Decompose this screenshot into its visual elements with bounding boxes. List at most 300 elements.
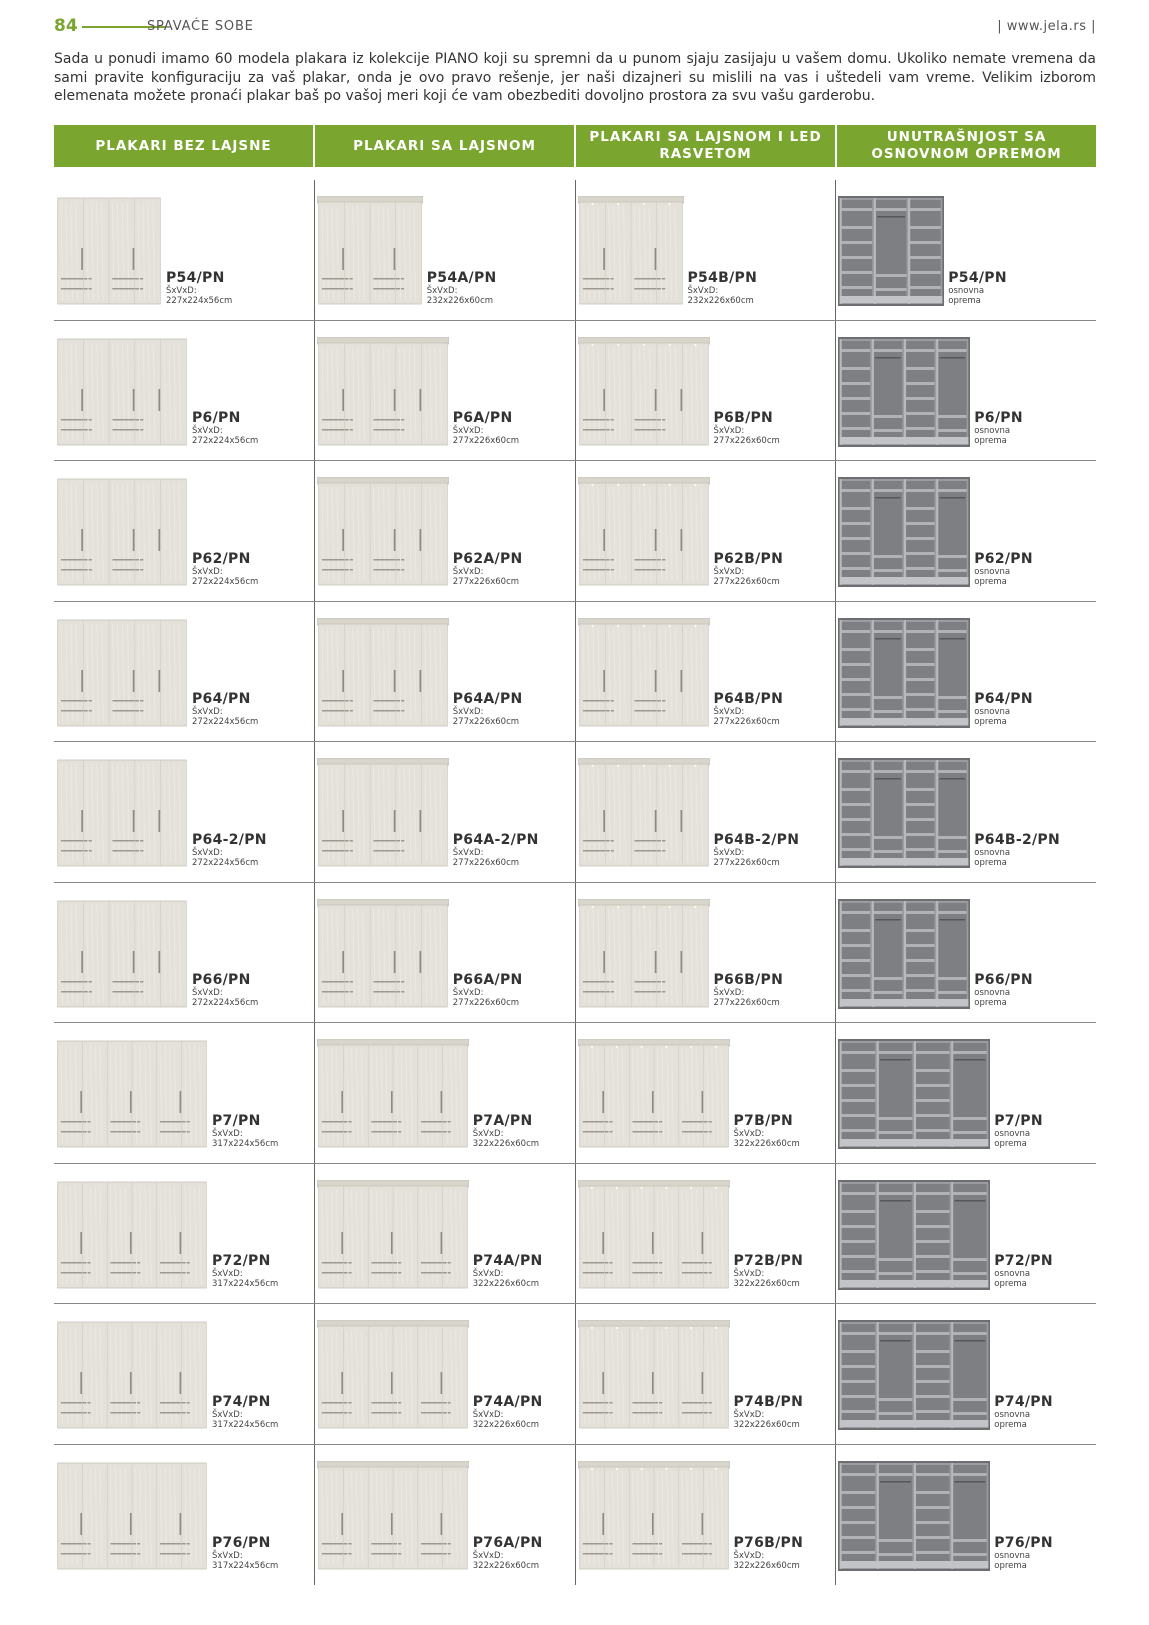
spec-value: 272x224x56cm — [192, 717, 259, 727]
wardrobe-thumbnail — [317, 758, 449, 868]
wardrobe-front-image — [317, 618, 449, 728]
wardrobe-thumbnail — [56, 196, 162, 306]
wardrobe-thumbnail — [317, 1320, 469, 1430]
table-row — [54, 1164, 1096, 1305]
model-name: P7/PN — [994, 1112, 1043, 1129]
model-name: P64B-2/PN — [974, 831, 1061, 848]
wardrobe-interior-image — [838, 1320, 990, 1430]
model-name: P64B/PN — [713, 691, 784, 707]
wardrobe-info — [714, 410, 780, 446]
wardrobe-front-image — [578, 1320, 730, 1430]
spec-value: 322x226x60cm — [472, 1138, 540, 1149]
spec-value: oprema — [994, 1561, 1027, 1571]
wardrobe-item[interactable] — [835, 180, 1096, 320]
wardrobe-info — [166, 270, 232, 306]
wardrobe-info — [994, 1113, 1043, 1149]
wardrobe-thumbnail — [838, 1461, 990, 1571]
model-name: P62B/PN — [713, 550, 784, 567]
table-row — [54, 602, 1096, 743]
spec-label: ŠxVxD: — [212, 1128, 243, 1139]
wardrobe-thumbnail — [317, 477, 449, 587]
wardrobe-item[interactable] — [575, 1023, 836, 1163]
spec-value: 322x226x60cm — [472, 1561, 540, 1571]
wardrobe-thumbnail — [317, 618, 449, 728]
wardrobe-info — [734, 1253, 804, 1289]
spec-value: 277x226x60cm — [452, 998, 520, 1008]
column-header: UNUTRAŠNJOST SA OSNOVNOM OPREMOM — [871, 129, 1062, 162]
table-row — [54, 180, 1096, 321]
spec-value: oprema — [948, 295, 981, 306]
table-row — [54, 742, 1096, 883]
spec-value: 322x226x60cm — [733, 1561, 800, 1571]
wardrobe-thumbnail — [578, 1039, 730, 1149]
spec-value: 322x226x60cm — [733, 1138, 800, 1149]
spec-value: 322x226x60cm — [733, 1279, 800, 1289]
spec-value: oprema — [994, 1138, 1027, 1149]
wardrobe-info — [974, 551, 1033, 587]
spec-label: ŠxVxD: — [733, 1551, 765, 1561]
spec-label: ŠxVxD: — [472, 1128, 504, 1139]
wardrobe-info — [974, 410, 1023, 446]
model-name: P74A/PN — [472, 1393, 543, 1410]
spec-value: 317x224x56cm — [212, 1419, 279, 1430]
spec-value: 272x224x56cm — [192, 857, 259, 868]
spec-label: osnovna — [974, 426, 1011, 436]
model-name: P72/PN — [994, 1253, 1053, 1269]
wardrobe-thumbnail — [838, 618, 970, 728]
spec-value: 272x224x56cm — [192, 998, 259, 1008]
wardrobe-item[interactable] — [314, 180, 575, 320]
wardrobe-info — [453, 410, 519, 446]
spec-value: 277x226x60cm — [713, 436, 780, 446]
spec-label: ŠxVxD: — [192, 566, 223, 577]
wardrobe-thumbnail — [56, 477, 188, 587]
wardrobe-front-image — [56, 1039, 208, 1149]
wardrobe-thumbnail — [56, 337, 188, 447]
wardrobe-thumbnail — [838, 477, 970, 587]
wardrobe-interior-image — [838, 1039, 990, 1149]
wardrobe-item[interactable] — [54, 1445, 314, 1586]
column-header: PLAKARI BEZ LAJSNE — [54, 125, 315, 167]
model-name: P66/PN — [974, 972, 1033, 988]
table-row — [54, 883, 1096, 1024]
spec-value: oprema — [994, 1279, 1027, 1289]
spec-value: 232x226x60cm — [687, 295, 754, 306]
spec-value: 322x226x60cm — [733, 1419, 800, 1430]
wardrobe-info — [192, 972, 258, 1008]
page-header — [54, 14, 1096, 40]
wardrobe-thumbnail — [56, 1320, 208, 1430]
spec-value: oprema — [974, 857, 1007, 868]
spec-label: osnovna — [994, 1409, 1031, 1420]
wardrobe-info — [714, 832, 800, 868]
wardrobe-info — [453, 832, 539, 868]
wardrobe-thumbnail — [56, 1461, 208, 1571]
wardrobe-info — [974, 972, 1033, 1008]
wardrobe-info — [688, 270, 758, 306]
wardrobe-thumbnail — [838, 899, 970, 1009]
wardrobe-thumbnail — [578, 1180, 730, 1290]
wardrobe-item[interactable] — [575, 321, 836, 461]
spec-value: 277x226x60cm — [452, 717, 520, 727]
table-row — [54, 461, 1096, 602]
wardrobe-info — [192, 832, 267, 868]
wardrobe-thumbnail — [578, 758, 710, 868]
wardrobe-item[interactable] — [575, 1164, 836, 1304]
wardrobe-front-image — [317, 1461, 469, 1571]
spec-label: ŠxVxD: — [426, 285, 458, 296]
spec-label: ŠxVxD: — [713, 707, 745, 717]
wardrobe-front-image — [56, 1180, 208, 1290]
wardrobe-thumbnail — [838, 1039, 990, 1149]
spec-value: 227x224x56cm — [166, 295, 233, 306]
wardrobe-item[interactable] — [835, 602, 1096, 742]
wardrobe-item[interactable] — [54, 461, 314, 601]
wardrobe-info — [948, 270, 1007, 306]
wardrobe-thumbnail — [317, 899, 449, 1009]
spec-label: ŠxVxD: — [713, 847, 745, 858]
spec-value: 277x226x60cm — [452, 857, 520, 868]
model-name: P6/PN — [192, 410, 241, 426]
spec-label: osnovna — [974, 847, 1011, 858]
table-row — [54, 1445, 1096, 1586]
spec-label: ŠxVxD: — [212, 1551, 243, 1561]
spec-label: ŠxVxD: — [472, 1551, 504, 1561]
spec-label: ŠxVxD: — [733, 1128, 765, 1139]
wardrobe-item[interactable] — [835, 461, 1096, 601]
wardrobe-front-image — [317, 899, 449, 1009]
wardrobe-interior-image — [838, 1461, 990, 1571]
wardrobe-info — [453, 972, 523, 1008]
wardrobe-item[interactable] — [835, 742, 1096, 882]
wardrobe-item[interactable] — [54, 602, 314, 742]
wardrobe-front-image — [56, 196, 162, 306]
wardrobe-thumbnail — [838, 196, 944, 306]
model-name: P74/PN — [212, 1393, 271, 1410]
spec-label: ŠxVxD: — [472, 1269, 504, 1279]
model-name: P66/PN — [192, 972, 251, 988]
spec-label: ŠxVxD: — [192, 426, 223, 436]
page-number: 84 — [54, 16, 78, 36]
wardrobe-thumbnail — [578, 899, 710, 1009]
spec-value: 322x226x60cm — [472, 1279, 540, 1289]
wardrobe-thumbnail — [56, 899, 188, 1009]
wardrobe-item[interactable] — [835, 1023, 1096, 1163]
table-row — [54, 321, 1096, 462]
wardrobe-item[interactable] — [314, 742, 575, 882]
wardrobe-thumbnail — [578, 1461, 730, 1571]
wardrobe-item[interactable] — [54, 321, 314, 461]
wardrobe-front-image — [578, 337, 710, 447]
model-name: P76B/PN — [733, 1535, 804, 1551]
column-header: PLAKARI SA LAJSNOM I LED RASVETOM — [576, 125, 837, 167]
wardrobe-front-image — [56, 1461, 208, 1571]
spec-label: ŠxVxD: — [452, 988, 484, 998]
wardrobe-front-image — [578, 1180, 730, 1290]
model-name: P64A/PN — [452, 691, 523, 707]
spec-value: oprema — [974, 717, 1007, 727]
wardrobe-info — [714, 972, 784, 1008]
wardrobe-front-image — [56, 477, 188, 587]
wardrobe-item[interactable] — [835, 1445, 1096, 1586]
wardrobe-thumbnail — [56, 758, 188, 868]
model-name: P76A/PN — [472, 1535, 543, 1551]
wardrobe-thumbnail — [56, 618, 188, 728]
wardrobe-item[interactable] — [314, 1304, 575, 1444]
column-header: PLAKARI SA LAJSNOM — [315, 125, 576, 167]
wardrobe-item[interactable] — [314, 602, 575, 742]
wardrobe-front-image — [317, 1180, 469, 1290]
wardrobe-front-image — [317, 196, 423, 306]
wardrobe-thumbnail — [317, 1180, 469, 1290]
wardrobe-item[interactable] — [575, 602, 836, 742]
wardrobe-front-image — [317, 1039, 469, 1149]
wardrobe-info — [473, 1394, 543, 1430]
spec-value: 322x226x60cm — [472, 1419, 540, 1430]
wardrobe-info — [994, 1394, 1053, 1430]
wardrobe-info — [714, 551, 784, 587]
wardrobe-front-image — [56, 758, 188, 868]
wardrobe-info — [192, 410, 258, 446]
wardrobe-interior-image — [838, 618, 970, 728]
wardrobe-front-image — [56, 337, 188, 447]
wardrobe-interior-image — [838, 758, 970, 868]
wardrobe-thumbnail — [838, 1180, 990, 1290]
wardrobe-thumbnail — [317, 337, 449, 447]
wardrobe-grid — [54, 180, 1096, 1585]
wardrobe-front-image — [56, 1320, 208, 1430]
wardrobe-thumbnail — [838, 1320, 990, 1430]
spec-value: 272x224x56cm — [192, 576, 259, 587]
spec-value: oprema — [974, 576, 1007, 587]
wardrobe-item[interactable] — [314, 1445, 575, 1586]
wardrobe-item[interactable] — [314, 883, 575, 1023]
wardrobe-item[interactable] — [314, 461, 575, 601]
wardrobe-front-image — [317, 758, 449, 868]
model-name: P54/PN — [166, 269, 225, 286]
model-name: P7B/PN — [733, 1112, 794, 1129]
model-name: P62/PN — [974, 550, 1033, 567]
spec-value: 272x224x56cm — [192, 436, 259, 446]
spec-value: 277x226x60cm — [452, 436, 520, 446]
wardrobe-item[interactable] — [835, 1304, 1096, 1444]
wardrobe-info — [734, 1113, 800, 1149]
spec-label: ŠxVxD: — [452, 566, 484, 577]
wardrobe-item[interactable] — [314, 1023, 575, 1163]
model-name: P74/PN — [994, 1393, 1053, 1410]
wardrobe-info — [212, 1394, 278, 1430]
wardrobe-info — [473, 1253, 543, 1289]
wardrobe-info — [212, 1535, 278, 1571]
wardrobe-thumbnail — [56, 1039, 208, 1149]
wardrobe-info — [212, 1253, 278, 1289]
wardrobe-thumbnail — [578, 618, 710, 728]
model-name: P54/PN — [948, 269, 1007, 286]
model-name: P66B/PN — [713, 972, 784, 988]
wardrobe-item[interactable] — [575, 1304, 836, 1444]
model-name: P62A/PN — [452, 550, 523, 567]
wardrobe-front-image — [317, 1320, 469, 1430]
spec-label: ŠxVxD: — [452, 426, 484, 436]
spec-label: ŠxVxD: — [192, 847, 223, 858]
wardrobe-info — [734, 1394, 804, 1430]
wardrobe-info — [453, 551, 523, 587]
spec-label: ŠxVxD: — [472, 1409, 504, 1420]
wardrobe-info — [192, 551, 258, 587]
spec-label: ŠxVxD: — [212, 1409, 243, 1420]
wardrobe-front-image — [578, 758, 710, 868]
model-name: P64-2/PN — [192, 831, 267, 848]
wardrobe-info — [212, 1113, 278, 1149]
wardrobe-info — [994, 1535, 1053, 1571]
model-name: P76/PN — [994, 1535, 1053, 1551]
model-name: P76/PN — [212, 1535, 271, 1551]
spec-value: 277x226x60cm — [713, 717, 780, 727]
model-name: P74A/PN — [472, 1253, 543, 1269]
spec-value: 317x224x56cm — [212, 1561, 279, 1571]
spec-value: 232x226x60cm — [426, 295, 494, 306]
wardrobe-item[interactable] — [835, 883, 1096, 1023]
website-link[interactable]: | www.jela.rs | — [997, 19, 1096, 34]
wardrobe-front-image — [578, 477, 710, 587]
wardrobe-front-image — [578, 196, 684, 306]
spec-label: ŠxVxD: — [166, 285, 197, 296]
spec-label: osnovna — [974, 988, 1011, 998]
wardrobe-info — [734, 1535, 804, 1571]
wardrobe-thumbnail — [578, 1320, 730, 1430]
wardrobe-thumbnail — [317, 1039, 469, 1149]
section-title: SPAVAĆE SOBE — [147, 19, 254, 34]
spec-label: ŠxVxD: — [733, 1269, 765, 1279]
spec-label: ŠxVxD: — [733, 1409, 765, 1420]
wardrobe-thumbnail — [578, 337, 710, 447]
wardrobe-item[interactable] — [575, 461, 836, 601]
wardrobe-info — [427, 270, 497, 306]
spec-label: osnovna — [974, 566, 1011, 577]
spec-label: osnovna — [994, 1269, 1031, 1279]
wardrobe-front-image — [578, 1461, 730, 1571]
spec-value: 277x226x60cm — [452, 576, 520, 587]
model-name: P7A/PN — [472, 1112, 533, 1129]
spec-label: ŠxVxD: — [192, 988, 223, 998]
model-name: P72/PN — [212, 1253, 271, 1269]
spec-label: ŠxVxD: — [713, 988, 745, 998]
spec-label: ŠxVxD: — [452, 847, 484, 858]
wardrobe-front-image — [578, 618, 710, 728]
wardrobe-front-image — [56, 899, 188, 1009]
wardrobe-thumbnail — [56, 1180, 208, 1290]
model-name: P6A/PN — [452, 410, 513, 426]
wardrobe-item[interactable] — [575, 742, 836, 882]
wardrobe-thumbnail — [838, 758, 970, 868]
wardrobe-item[interactable] — [575, 883, 836, 1023]
wardrobe-info — [192, 691, 258, 727]
spec-label: ŠxVxD: — [192, 707, 223, 717]
spec-value: 317x224x56cm — [212, 1138, 279, 1149]
wardrobe-item[interactable] — [54, 180, 314, 320]
model-name: P62/PN — [192, 550, 251, 567]
wardrobe-interior-image — [838, 196, 944, 306]
wardrobe-thumbnail — [317, 196, 423, 306]
wardrobe-thumbnail — [317, 1461, 469, 1571]
wardrobe-item[interactable] — [835, 1164, 1096, 1304]
model-name: P54A/PN — [426, 269, 497, 286]
wardrobe-info — [974, 691, 1033, 727]
wardrobe-item[interactable] — [575, 1445, 836, 1586]
model-name: P7/PN — [212, 1112, 261, 1129]
model-name: P72B/PN — [733, 1253, 804, 1269]
spec-label: ŠxVxD: — [687, 285, 719, 296]
wardrobe-info — [473, 1113, 539, 1149]
spec-value: oprema — [974, 998, 1007, 1008]
wardrobe-front-image — [56, 618, 188, 728]
wardrobe-thumbnail — [578, 196, 684, 306]
table-header — [54, 125, 1096, 167]
spec-value: 277x226x60cm — [713, 998, 780, 1008]
spec-label: osnovna — [948, 285, 985, 296]
model-name: P64A-2/PN — [452, 831, 539, 848]
model-name: P64/PN — [192, 691, 251, 707]
wardrobe-front-image — [317, 337, 449, 447]
wardrobe-item[interactable] — [314, 1164, 575, 1304]
wardrobe-interior-image — [838, 477, 970, 587]
wardrobe-front-image — [317, 477, 449, 587]
wardrobe-item[interactable] — [835, 321, 1096, 461]
spec-label: osnovna — [974, 707, 1011, 717]
wardrobe-thumbnail — [578, 477, 710, 587]
spec-value: oprema — [994, 1419, 1027, 1430]
spec-value: 317x224x56cm — [212, 1279, 279, 1289]
spec-label: osnovna — [994, 1551, 1031, 1561]
wardrobe-front-image — [578, 1039, 730, 1149]
model-name: P64/PN — [974, 691, 1033, 707]
spec-label: osnovna — [994, 1128, 1031, 1139]
wardrobe-info — [453, 691, 523, 727]
wardrobe-interior-image — [838, 337, 970, 447]
wardrobe-interior-image — [838, 1180, 990, 1290]
model-name: P6/PN — [974, 410, 1023, 426]
wardrobe-info — [714, 691, 784, 727]
spec-label: ŠxVxD: — [212, 1269, 243, 1279]
wardrobe-interior-image — [838, 899, 970, 1009]
wardrobe-item[interactable] — [314, 321, 575, 461]
wardrobe-info — [994, 1253, 1053, 1289]
spec-value: 277x226x60cm — [713, 576, 780, 587]
wardrobe-item[interactable] — [54, 1304, 314, 1444]
spec-value: 277x226x60cm — [713, 857, 780, 868]
spec-label: ŠxVxD: — [452, 707, 484, 717]
table-row — [54, 1304, 1096, 1445]
wardrobe-item[interactable] — [575, 180, 836, 320]
model-name: P64B-2/PN — [713, 831, 800, 848]
intro-paragraph: Sada u ponudi imamo 60 modela plakara iz kolekcije PIANO koji su spremni da u punom sjaju zasijaju u vašem domu. Ukoliko nemate vremena da sami pravite konfiguraciju za vaš plakar, onda je ovo pravo rešenje, jer naši dizajneri su mislili na vas i uštedeli vam vreme. Velikim izborom elemenata možete pronaći plakar baš po vašoj meri koji će vam obezbediti dovoljno prostora za svu vašu garderobu. — [54, 51, 1096, 104]
spec-label: ŠxVxD: — [713, 426, 745, 436]
spec-label: ŠxVxD: — [713, 566, 745, 577]
model-name: P74B/PN — [733, 1393, 804, 1410]
wardrobe-front-image — [578, 899, 710, 1009]
spec-value: oprema — [974, 436, 1007, 446]
model-name: P54B/PN — [687, 269, 758, 286]
wardrobe-info — [473, 1535, 543, 1571]
table-row — [54, 1023, 1096, 1164]
wardrobe-item[interactable] — [54, 742, 314, 882]
wardrobe-item[interactable] — [54, 1164, 314, 1304]
model-name: P66A/PN — [452, 972, 523, 988]
wardrobe-info — [974, 832, 1060, 868]
wardrobe-thumbnail — [838, 337, 970, 447]
wardrobe-item[interactable] — [54, 883, 314, 1023]
wardrobe-item[interactable] — [54, 1023, 314, 1163]
